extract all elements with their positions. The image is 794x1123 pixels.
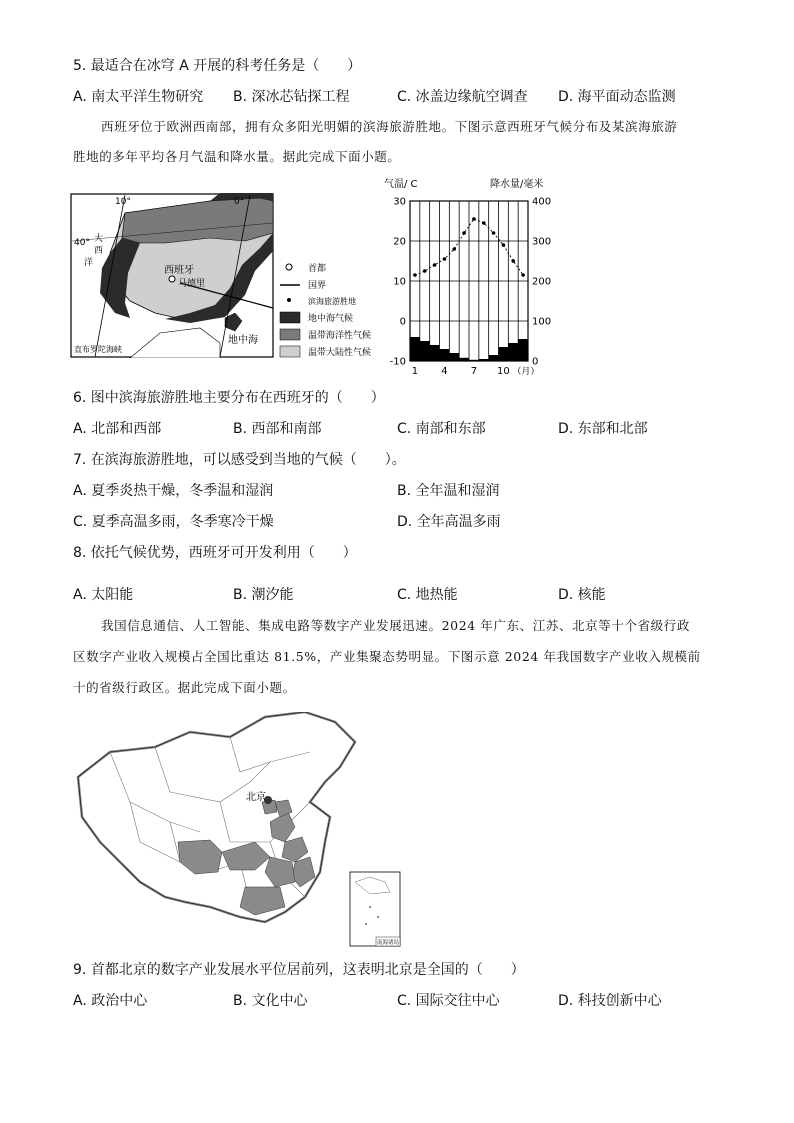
lon-0-label: 0° [234,197,245,207]
q5-option-a[interactable]: A. 南太平洋生物研究 [73,89,204,105]
q5-option-c[interactable]: C. 冰盖边缘航空调查 [397,89,528,105]
legend-med: 地中海气候 [308,314,354,324]
q6-option-b[interactable]: B. 西部和南部 [233,421,322,437]
country-label: 西班牙 [164,265,194,276]
legend-med-swatch [280,312,300,323]
temp-axis-label: 气温/ C [384,179,418,190]
passage1-line1: 西班牙位于欧洲西南部，拥有众多阳光明媚的滨海旅游胜地。下图示意西班牙气候分布及某滨海旅游 [101,119,678,134]
precip-bar [440,349,450,361]
legend-continental-swatch [280,346,300,357]
month-tick-label: 1 [411,366,419,377]
q8-option-c[interactable]: C. 地热能 [397,587,458,603]
precip-axis-label: 降水量/毫米 [490,179,544,190]
q8-stem: 8. 依托气候优势，西班牙可开发利用（ ） [73,545,357,561]
south-china-sea-inset [350,872,400,946]
q7-option-d[interactable]: D. 全年高温多雨 [397,514,501,530]
q7-option-b[interactable]: B. 全年温和湿润 [397,483,500,499]
temp-tick-label: 0 [399,316,406,328]
precip-bar [489,355,499,361]
temp-tick-label: 10 [393,276,406,288]
q6-option-d[interactable]: D. 东部和北部 [558,421,648,437]
temperature-point [472,217,476,221]
temperature-point [511,259,515,263]
precip-bar [508,343,518,361]
sea-label: 地中海 [228,335,258,346]
q7-stem: 7. 在滨海旅游胜地，可以感受到当地的气候（ ）。 [73,452,406,468]
strait-label: 直布罗陀海峡 [74,345,122,354]
lon-10-label: 10° [115,197,131,207]
precip-tick-label: 100 [532,316,552,328]
q5-option-d[interactable]: D. 海平面动态监测 [558,89,676,105]
temp-tick-label: 20 [393,236,406,248]
q5-option-b[interactable]: B. 深冰芯钻探工程 [233,89,350,105]
temperature-point [433,263,437,267]
ocean-label-1: 大 [94,234,104,244]
precip-bar [518,339,528,361]
inset-label: 南海诸岛 [377,940,400,946]
capital-label: 马德里 [178,279,206,289]
q8-option-b[interactable]: B. 潮汐能 [233,587,294,603]
legend-resort: 滨海旅游胜地 [308,297,356,306]
legend-oceanic-swatch [280,329,300,340]
ocean-label-2: 西 [94,246,104,256]
china-digital-industry-map [70,712,410,950]
temperature-point [413,273,417,277]
passage2-line2: 区数字产业收入规模占全国比重达 81.5%，产业集聚态势明显。下图示意 2024 年我国数字产业收入规模前 [73,649,701,664]
temperature-point [462,231,466,235]
temperature-point [502,243,506,247]
precip-bar [459,358,469,361]
climate-chart [380,173,560,378]
ocean-label-3: 洋 [84,258,94,268]
temperature-point [423,269,427,273]
q7-option-c[interactable]: C. 夏季高温多雨，冬季寒冷干燥 [73,514,274,530]
q9-stem: 9. 首都北京的数字产业发展水平位居前列，这表明北京是全国的（ ） [73,962,525,978]
q8-option-a[interactable]: A. 太阳能 [73,587,134,603]
q8-option-d[interactable]: D. 核能 [558,587,606,603]
q9-option-a[interactable]: A. 政治中心 [73,993,148,1009]
passage2-line1: 我国信息通信、人工智能、集成电路等数字产业发展迅速。2024 年广东、江苏、北京等十个省级行政 [101,618,690,633]
q6-stem: 6. 图中滨海旅游胜地主要分布在西班牙的（ ） [73,390,385,406]
precip-tick-label: 0 [532,356,539,368]
q6-option-c[interactable]: C. 南部和东部 [397,421,486,437]
temperature-point [452,247,456,251]
temperature-point [521,273,525,277]
temp-tick-label: 30 [393,196,406,208]
lat-40-label: 40° [74,238,90,248]
beijing-label: 北京 [246,792,266,803]
temp-tick-label: -10 [389,356,406,368]
legend-continental: 温带大陆性气候 [308,348,372,358]
passage2-line3: 十的省级行政区。据此完成下面小题。 [73,680,296,695]
q5-stem: 5. 最适合在冰穹 A 开展的科考任务是（ ） [73,58,362,74]
precip-bar [449,353,459,361]
legend-border: 国界 [308,281,327,291]
q7-option-a[interactable]: A. 夏季炎热干燥，冬季温和湿润 [73,483,274,499]
precip-bar [479,359,489,361]
precip-bar [499,347,509,361]
legend-capital-symbol [286,264,292,270]
precip-bar [469,360,479,361]
precip-bar [430,345,440,361]
precip-tick-label: 200 [532,276,552,288]
precip-bar [410,337,420,361]
temperature-point [482,221,486,225]
q9-option-b[interactable]: B. 文化中心 [233,993,308,1009]
temperature-point [492,231,496,235]
temperature-point [443,257,447,261]
precip-tick-label: 300 [532,236,552,248]
month-tick-label: 4 [441,366,448,377]
precip-bar [420,341,430,361]
legend-oceanic: 温带海洋性气候 [308,331,372,341]
precip-tick-label: 400 [532,196,552,208]
month-unit-label: （月） [512,367,540,377]
q9-option-d[interactable]: D. 科技创新中心 [558,993,662,1009]
month-tick-label: 10 [497,366,510,377]
spain-climate-map [70,193,375,358]
passage1-line2: 胜地的多年平均各月气温和降水量。据此完成下面小题。 [73,149,401,164]
q9-option-c[interactable]: C. 国际交往中心 [397,993,500,1009]
legend-resort-symbol [287,298,291,302]
q6-option-a[interactable]: A. 北部和西部 [73,421,162,437]
legend-capital: 首都 [308,264,327,274]
month-tick-label: 7 [470,366,478,377]
